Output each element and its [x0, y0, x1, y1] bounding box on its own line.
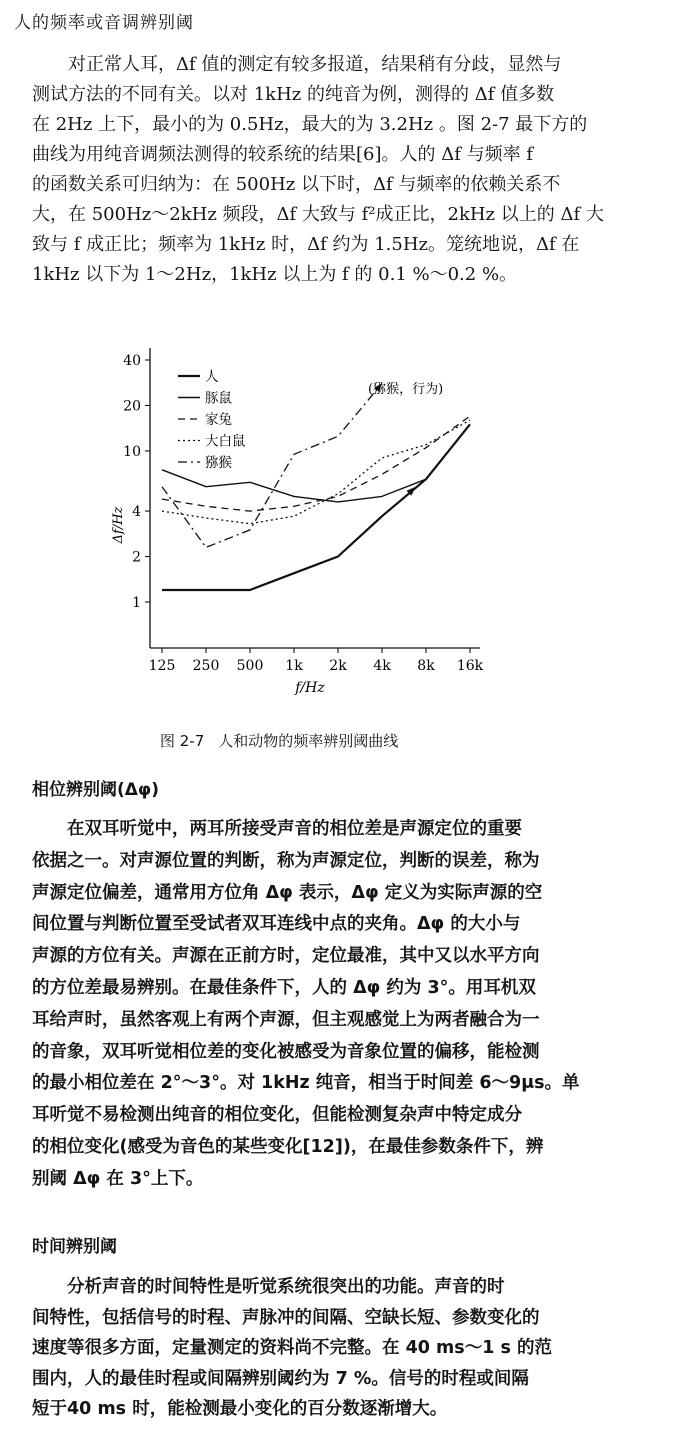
legend-label: 人 [205, 369, 219, 385]
text-line: 的方位差最易辨别。在最佳条件下，人的 Δφ 约为 3°。用耳机双 [32, 977, 536, 998]
text-line: 分析声音的时间特性是听觉系统很突出的功能。声音的时 [67, 1277, 505, 1297]
frequency-threshold-chart [100, 330, 500, 705]
x-tick-label: 500 [236, 658, 264, 674]
x-tick-label: 4k [373, 658, 391, 674]
text-line: 依据之一。对声源位置的判断，称为声源定位，判断的误差，称为 [32, 850, 540, 871]
text-line: 的音象，双耳听觉相位差的变化被感受为音象位置的偏移，能检测 [32, 1041, 540, 1062]
x-tick-label: 125 [148, 658, 176, 674]
text-line: 别阈 Δφ 在 3°上下。 [32, 1168, 204, 1189]
figure-caption-text: 人和动物的频率辨别阈曲线 [218, 732, 399, 750]
text-line: 致与 f 成正比；频率为 1kHz 时，Δf 约为 1.5Hz。笼统地说，Δf 在 [32, 234, 580, 255]
x-tick-label: 250 [192, 658, 220, 674]
text-line: 短于40 ms 时，能检测最小变化的百分数逐渐增大。 [32, 1399, 448, 1419]
text-line: 在 2Hz 上下，最小的为 0.5Hz，最大的为 3.2Hz 。图 2-7 最下方的 [32, 114, 588, 135]
x-axis-label: f/Hz [295, 680, 325, 696]
x-tick-label: 16k [456, 658, 484, 674]
legend-label: 猕猴 [205, 455, 232, 471]
series-line [162, 383, 382, 547]
legend-label: 大白鼠 [205, 433, 246, 450]
chart-legend [178, 369, 246, 471]
x-tick-label: 2k [329, 658, 347, 674]
paragraph-time-threshold [32, 1272, 642, 1425]
legend-label: 家兔 [205, 412, 232, 428]
figure-number: 图 2-7 [160, 732, 205, 750]
section-heading-phase: 相位辨别阈(Δφ) [32, 780, 159, 800]
text-line: 耳给声时，虽然客观上有两个声源，但主观感觉上为两者融合为一 [32, 1009, 540, 1030]
y-tick-label: 2 [132, 549, 141, 566]
text-line: 的最小相位差在 2°～3°。对 1kHz 纯音，相当于时间差 6～9μs。单 [32, 1073, 580, 1094]
text-line: 间位置与判断位置至受试者双耳连线中点的夹角。Δφ 的大小与 [32, 914, 521, 935]
text-line: 耳听觉不易检测出纯音的相位变化，但能检测复杂声中特定成分 [32, 1105, 522, 1126]
text-line: 围内，人的最佳时程或间隔辨别阈约为 7 %。信号的时程或间隔 [32, 1368, 529, 1389]
text-line: 声源定位偏差，通常用方位角 Δφ 表示，Δφ 定义为实际声源的空 [32, 882, 543, 903]
x-tick-label: 8k [417, 658, 435, 674]
text-line: 在双耳听觉中，两耳所接受声音的相位差是声源定位的重要 [67, 819, 522, 839]
text-line: 大，在 500Hz～2kHz 频段，Δf 大致与 f²成正比，2kHz 以上的 Δf 大 [32, 204, 604, 225]
text-line: 间特性，包括信号的时程、声脉冲的间隔、空缺长短、参数变化的 [32, 1307, 540, 1328]
y-tick-label: 1 [132, 595, 141, 611]
series-line [162, 470, 426, 502]
text-line: 速度等很多方面，定量测定的资料尚不完整。在 40 ms～1 s 的范 [32, 1338, 552, 1358]
legend-label: 豚鼠 [205, 390, 232, 407]
y-tick-label: 4 [132, 504, 141, 521]
section-heading-time: 时间辨别阈 [32, 1237, 117, 1257]
running-head: 人的频率或音调辨别阈 [14, 13, 194, 33]
paragraph-phase-threshold [32, 814, 642, 1196]
text-line: 声源的方位有关。声源在正前方时，定位最准，其中又以水平方向 [32, 946, 540, 967]
text-line: 的函数关系可归纳为：在 500Hz 以下时，Δf 与频率的依赖关系不 [32, 174, 561, 195]
text-line: 对正常人耳，Δf 值的测定有较多报道，结果稍有分歧，显然与 [68, 54, 562, 75]
text-line: 测试方法的不同有关。以对 1kHz 的纯音为例，测得的 Δf 值多数 [32, 84, 555, 105]
figure-caption [160, 730, 398, 751]
y-tick-label: 20 [123, 398, 141, 415]
y-axis-label: Δf/Hz [111, 506, 126, 544]
y-tick-label: 10 [123, 443, 141, 460]
text-line: 的相位变化(感受为音色的某些变化[12])，在最佳参数条件下，辨 [32, 1136, 544, 1157]
chart-annotation: (猕猴，行为) [368, 382, 444, 397]
x-tick-label: 1k [285, 658, 303, 674]
y-tick-label: 40 [123, 353, 141, 369]
text-line: 1kHz 以下为 1～2Hz，1kHz 以上为 f 的 0.1 %～0.2 %。 [32, 264, 518, 285]
text-line: 曲线为用纯音调频法测得的较系统的结果[6]。人的 Δf 与频率 f [32, 144, 533, 165]
paragraph-frequency-threshold [32, 50, 642, 290]
